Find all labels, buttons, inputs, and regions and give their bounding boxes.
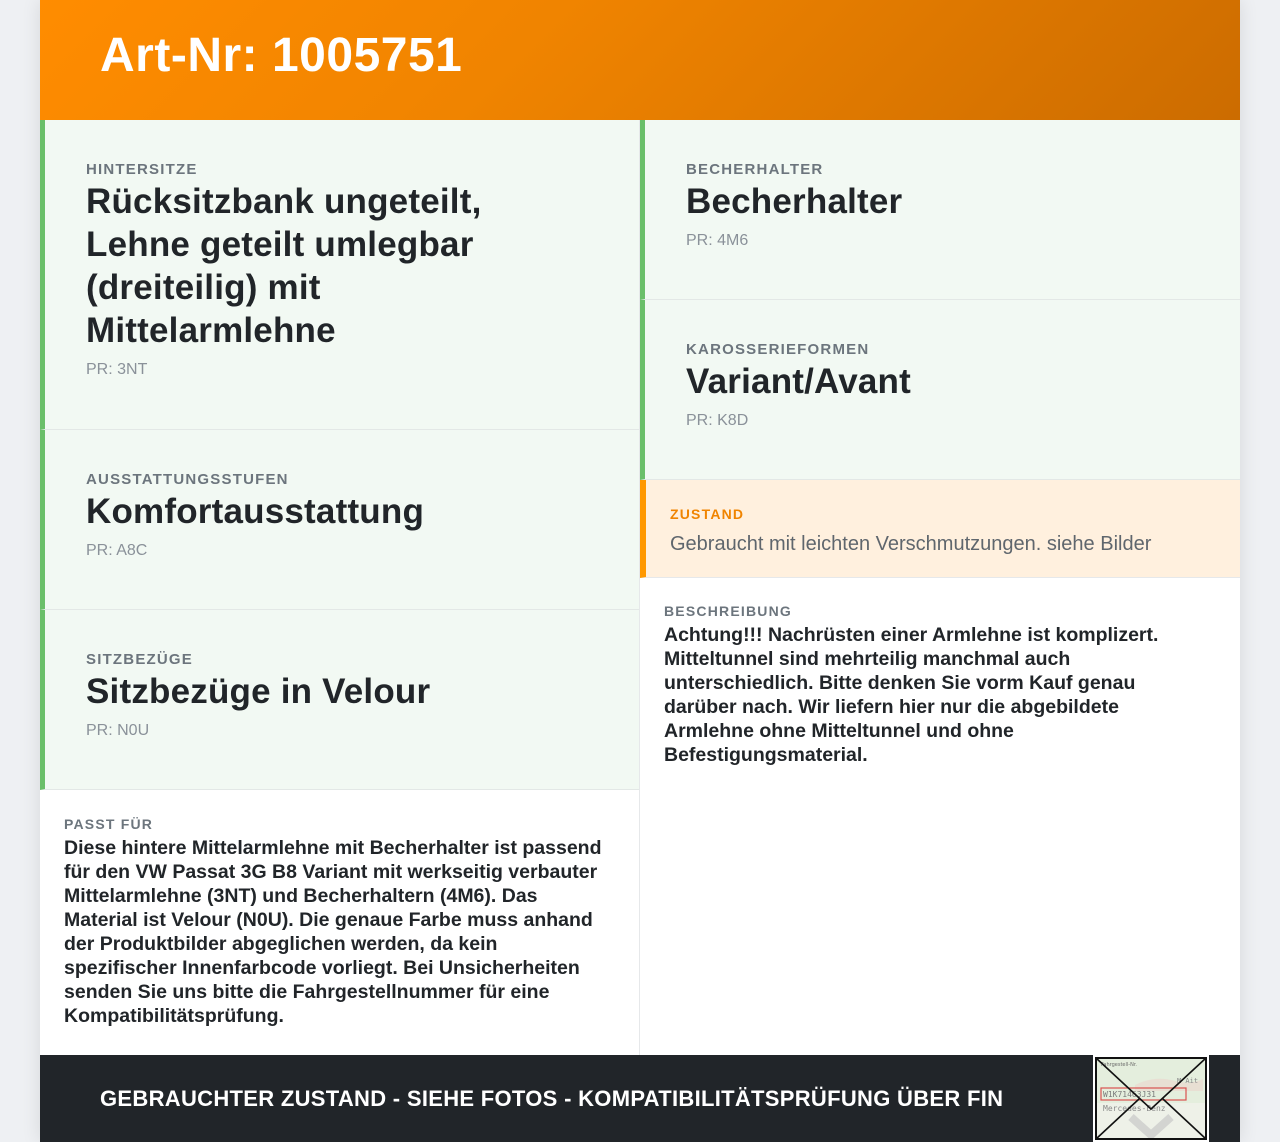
content-columns [40, 120, 1240, 1055]
svg-text:M Ait: M Ait [1177, 1077, 1199, 1085]
spec-pr-code: PR: A8C [86, 542, 148, 559]
spec-value: Rücksitzbank ungeteilt, Lehne geteilt umlegbar (dreiteilig) mit Mittelarmlehne [86, 182, 482, 350]
spec-pr-code: PR: 4M6 [686, 232, 749, 249]
spec-label: AUSSTATTUNGSSTUFEN [86, 471, 289, 488]
spec-pr-code: PR: 3NT [86, 361, 148, 378]
spec-card-sitzbezuege [40, 610, 639, 790]
svg-text:W1K71463J31: W1K71463J31 [1103, 1090, 1156, 1099]
beschreibung-text: Achtung!!! Nachrüsten einer Armlehne ist komplizert. Mitteltunnel sind mehrteilig manchmal auch unterschiedlich. Bitte denken Sie vorm Kauf genau darüber nach. Wir liefern hier nur die abgebildete Armlehne ohne Mitteltunnel und ohne Befestigungsmaterial. [664, 624, 1159, 766]
vin-card-envelope-icon [1093, 1055, 1209, 1142]
spec-pr-code: PR: N0U [86, 722, 150, 739]
svg-text:Mercedes-Benz: Mercedes-Benz [1103, 1104, 1166, 1113]
condition-box [640, 480, 1240, 578]
header-banner [40, 0, 1240, 120]
right-column [640, 120, 1240, 1055]
spec-card-becherhalter [640, 120, 1240, 300]
spec-value: Sitzbezüge in Velour [86, 672, 431, 711]
spec-card-hintersitze [40, 120, 639, 430]
svg-text:Fahrgestell-Nr.: Fahrgestell-Nr. [1101, 1062, 1138, 1068]
beschreibung-label: BESCHREIBUNG [664, 603, 792, 619]
condition-label: ZUSTAND [670, 506, 745, 522]
spec-value: Variant/Avant [686, 362, 911, 401]
spec-value: Komfortausstattung [86, 492, 425, 531]
spec-pr-code: PR: K8D [686, 412, 749, 429]
spec-card-ausstattungsstufen [40, 430, 639, 610]
footer-notice: GEBRAUCHTER ZUSTAND - SIEHE FOTOS - KOMPATIBILITÄTSPRÜFUNG ÜBER FIN [100, 1085, 1004, 1111]
product-sheet [40, 0, 1240, 1142]
spec-label: HINTERSITZE [86, 161, 198, 178]
footer-bar [40, 1055, 1240, 1142]
condition-text: Gebraucht mit leichten Verschmutzungen. siehe Bilder [670, 533, 1152, 555]
article-number-title: Art-Nr: 1005751 [100, 28, 463, 82]
spec-value: Becherhalter [686, 182, 903, 221]
spec-card-karosserieformen [640, 300, 1240, 480]
beschreibung-section [640, 578, 1240, 767]
spec-label: SITZBEZÜGE [86, 651, 194, 668]
passt-fuer-section [40, 790, 639, 1028]
spec-label: BECHERHALTER [686, 161, 824, 178]
spec-label: KAROSSERIEFORMEN [686, 341, 870, 358]
passt-fuer-label: PASST FÜR [64, 816, 154, 832]
passt-fuer-text: Diese hintere Mittelarmlehne mit Becherhalter ist passend für den VW Passat 3G B8 Variant mit werkseitig verbauter Mittelarmlehne (3NT) und Becherhaltern (4M6). Das Material ist Velour (N0U). Die genaue Farbe muss anhand der Produktbilder abgeglichen werden, da kein spezifischer Innenfarbcode vorliegt. Bei Unsicherheiten senden Sie uns bitte die Fahrgestellnummer für eine Kompatibilitätsprüfung. [64, 837, 602, 1027]
left-column [40, 120, 640, 1055]
